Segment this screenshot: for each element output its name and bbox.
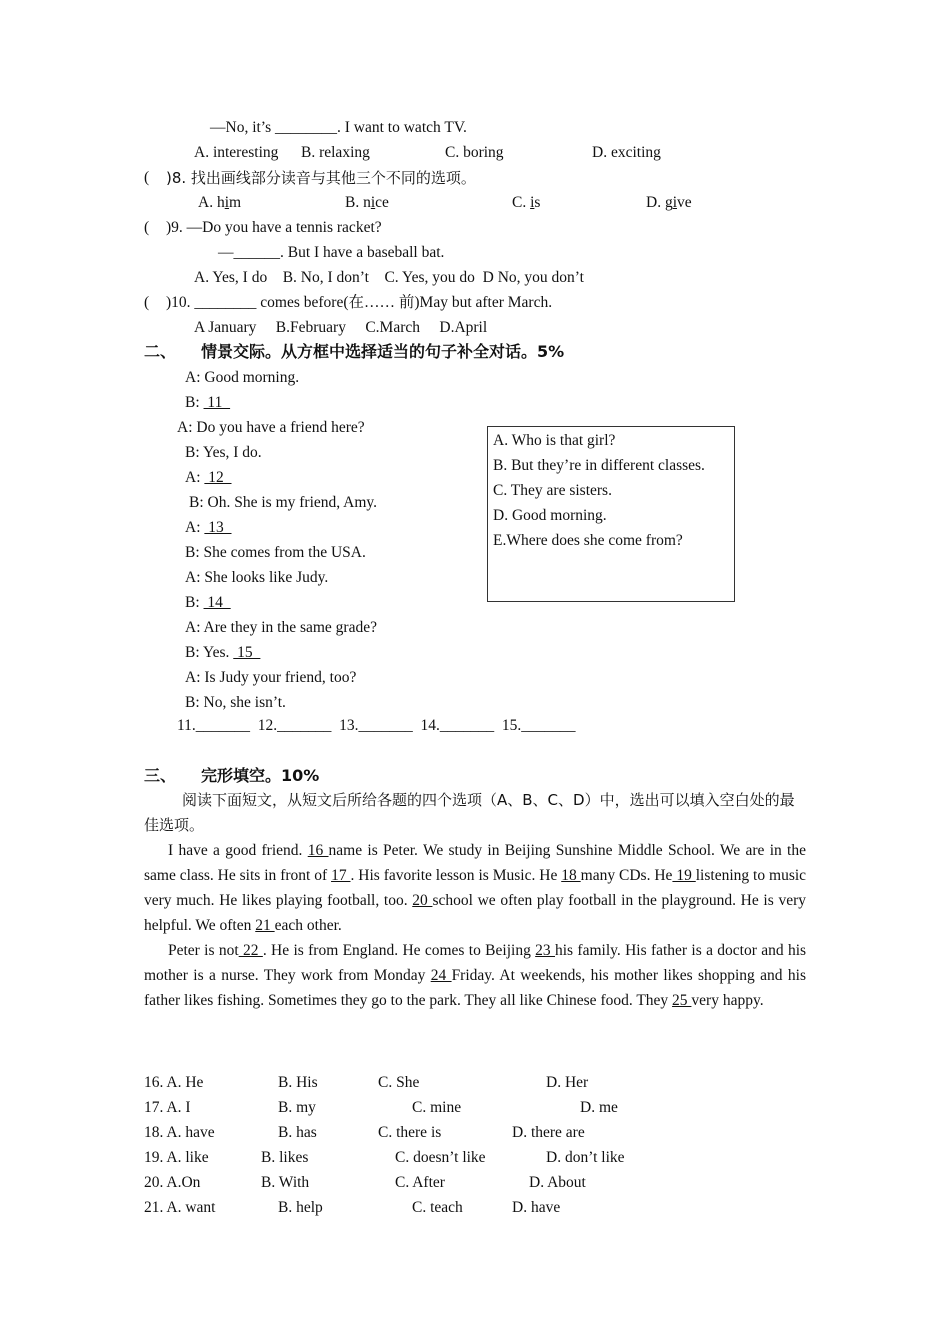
speaker-label: A: — [185, 469, 205, 486]
q8-option-d: D. give — [646, 194, 692, 211]
q9-options: A. Yes, I do B. No, I don’t C. Yes, you do D No, you don’t — [194, 269, 584, 286]
cloze-blank: 19 — [672, 867, 696, 884]
cloze-text: school we often play football in the playground. He is very helpful. We often — [144, 892, 806, 934]
choice-option: D. me — [580, 1099, 618, 1116]
cloze-paragraph-2 — [144, 938, 806, 1013]
dialogue-text: Oh. She is my friend, Amy. — [207, 494, 378, 511]
dialogue-line — [185, 643, 260, 663]
dialogue-text: She looks like Judy. — [204, 569, 329, 586]
section2-answer-line: 11._______ 12._______ 13._______ 14._______ 15._______ — [177, 717, 576, 734]
speaker-label: B: — [185, 644, 203, 661]
dialogue-line — [185, 693, 286, 713]
choice-option: D. About — [529, 1174, 586, 1191]
box-option-c: C. They are sisters. — [493, 482, 612, 499]
cloze-text: Friday. At weekends, his mother likes shopping and his father likes fishing. Sometimes they go to the park. They all like Chinese food. They — [144, 967, 807, 1009]
dialogue-text: Yes. — [202, 644, 234, 661]
dialogue-text: Good morning. — [204, 369, 300, 386]
dialogue-blank: 15 — [233, 644, 261, 661]
cloze-text: Peter is not — [168, 942, 239, 959]
options-box — [487, 426, 735, 602]
choice-option: B. my — [278, 1099, 316, 1116]
dialogue-line — [185, 368, 299, 388]
cloze-text: his family. His father is a doctor and his mother is a nurse. They work from Monday — [144, 942, 807, 984]
q7-answer-line: —No, it’s ________. I want to watch TV. — [210, 119, 467, 136]
section3-heading-num: 三、 — [144, 766, 177, 785]
speaker-label: A: — [177, 419, 197, 436]
choice-option: C. there is — [378, 1124, 442, 1141]
box-option-b: B. But they’re in different classes. — [493, 457, 705, 474]
speaker-label: B: — [189, 494, 208, 511]
cloze-paragraph-1 — [144, 838, 806, 938]
choice-option: C. mine — [412, 1099, 462, 1116]
choice-option: B. help — [278, 1199, 323, 1216]
choice-option: B. His — [278, 1074, 318, 1091]
q9-answer-line: —______. But I have a baseball bat. — [218, 244, 445, 261]
cloze-blank: 20 — [412, 892, 433, 909]
speaker-label: A: — [185, 569, 205, 586]
dialogue-blank: 13 — [204, 519, 232, 536]
cloze-blank: 21 — [255, 917, 275, 934]
cloze-blank: 18 — [561, 867, 581, 884]
q8-paren: ( — [144, 169, 150, 186]
cloze-blank: 23 — [535, 942, 555, 959]
choice-option: D. have — [512, 1199, 561, 1216]
q10-options: A January B.February C.March D.April — [194, 319, 488, 336]
choice-option: C. doesn’t like — [395, 1149, 486, 1166]
choice-option: B. With — [261, 1174, 310, 1191]
dialogue-line — [185, 668, 356, 688]
choice-option: B. has — [278, 1124, 317, 1141]
dialogue-line — [189, 493, 377, 513]
section2-heading: 情景交际。从方框中选择适当的句子补全对话。5% — [201, 342, 565, 361]
cloze-text: I have a good friend. — [168, 842, 308, 859]
q8-option-b: B. nice — [345, 194, 389, 211]
speaker-label: B: — [185, 594, 204, 611]
dialogue-line — [185, 618, 377, 638]
q10-stem: )10. ________ comes before(在…… 前)May but after March. — [166, 294, 553, 311]
speaker-label: B: — [185, 444, 203, 461]
box-option-e: E.Where does she come from? — [493, 532, 683, 549]
choice-option: 17. A. I — [144, 1099, 191, 1116]
dialogue-line — [185, 443, 262, 463]
cloze-text: name is Peter. We study in Beijing Sunshine Middle School. We are in the same class. He sits in front of — [144, 842, 806, 884]
choice-option: D. Her — [546, 1074, 589, 1091]
dialogue-blank: 14 — [203, 594, 231, 611]
choice-option: C. teach — [412, 1199, 463, 1216]
dialogue-line — [185, 393, 230, 413]
q10-paren: ( — [144, 294, 150, 311]
choice-option: 16. A. He — [144, 1074, 204, 1091]
section2-heading-num: 二、 — [144, 342, 177, 361]
choice-option: D. don’t like — [546, 1149, 625, 1166]
box-option-a: A. Who is that girl? — [493, 432, 616, 449]
cloze-text: . He is from England. He comes to Beijing — [262, 942, 536, 959]
q7-option-c: C. boring — [445, 144, 504, 161]
dialogue-line — [185, 568, 328, 588]
q8-option-c: C. is — [512, 194, 541, 211]
speaker-label: A: — [185, 369, 205, 386]
dialogue-line — [177, 418, 365, 438]
dialogue-text: No, she isn’t. — [203, 694, 286, 711]
dialogue-text: Are they in the same grade? — [203, 619, 377, 636]
speaker-label: A: — [185, 669, 205, 686]
dialogue-blank: 11 — [203, 394, 231, 411]
cloze-blank: 17 — [331, 867, 351, 884]
dialogue-line — [185, 518, 232, 538]
dialogue-text: Yes, I do. — [202, 444, 262, 461]
cloze-text: . His favorite lesson is Music. He — [350, 867, 562, 884]
choice-option: D. there are — [512, 1124, 585, 1141]
cloze-blank: 16 — [307, 842, 329, 859]
choice-option: 20. A.On — [144, 1174, 201, 1191]
speaker-label: B: — [185, 694, 204, 711]
section3-heading: 完形填空。10% — [201, 766, 320, 785]
q9-paren: ( — [144, 219, 150, 236]
choice-option: C. After — [395, 1174, 445, 1191]
choice-option: 18. A. have — [144, 1124, 215, 1141]
dialogue-line — [185, 468, 232, 488]
section3-instruction: 阅读下面短文，从短文后所给各题的四个选项（A、B、C、D）中，选出可以填入空白处的最佳选项。 — [144, 791, 795, 834]
cloze-text: listening to music very much. He likes playing football, too. — [144, 867, 807, 909]
dialogue-text: Do you have a friend here? — [196, 419, 365, 436]
q7-option-d: D. exciting — [592, 144, 661, 161]
choice-option: 19. A. like — [144, 1149, 209, 1166]
speaker-label: A: — [185, 619, 204, 636]
cloze-text: each other. — [274, 917, 342, 934]
q8-stem: )8. 找出画线部分读音与其他三个不同的选项。 — [166, 169, 476, 187]
q8-option-a: A. him — [198, 194, 242, 211]
dialogue-line — [185, 593, 231, 613]
dialogue-text: She comes from the USA. — [203, 544, 366, 561]
dialogue-line — [185, 543, 366, 563]
cloze-text: very happy. — [691, 992, 764, 1009]
speaker-label: B: — [185, 394, 204, 411]
choice-option: 21. A. want — [144, 1199, 216, 1216]
q7-option-a: A. interesting — [194, 144, 279, 161]
q7-option-b: B. relaxing — [301, 144, 370, 161]
q9-stem: )9. —Do you have a tennis racket? — [166, 219, 382, 236]
dialogue-text: Is Judy your friend, too? — [204, 669, 357, 686]
speaker-label: A: — [185, 519, 205, 536]
cloze-blank: 22 — [238, 942, 263, 959]
choice-option: B. likes — [261, 1149, 309, 1166]
cloze-blank: 25 — [672, 992, 692, 1009]
dialogue-blank: 12 — [204, 469, 232, 486]
cloze-blank: 24 — [430, 967, 452, 984]
choice-option: C. She — [378, 1074, 420, 1091]
cloze-text: many CDs. He — [580, 867, 673, 884]
speaker-label: B: — [185, 544, 204, 561]
box-option-d: D. Good morning. — [493, 507, 607, 524]
